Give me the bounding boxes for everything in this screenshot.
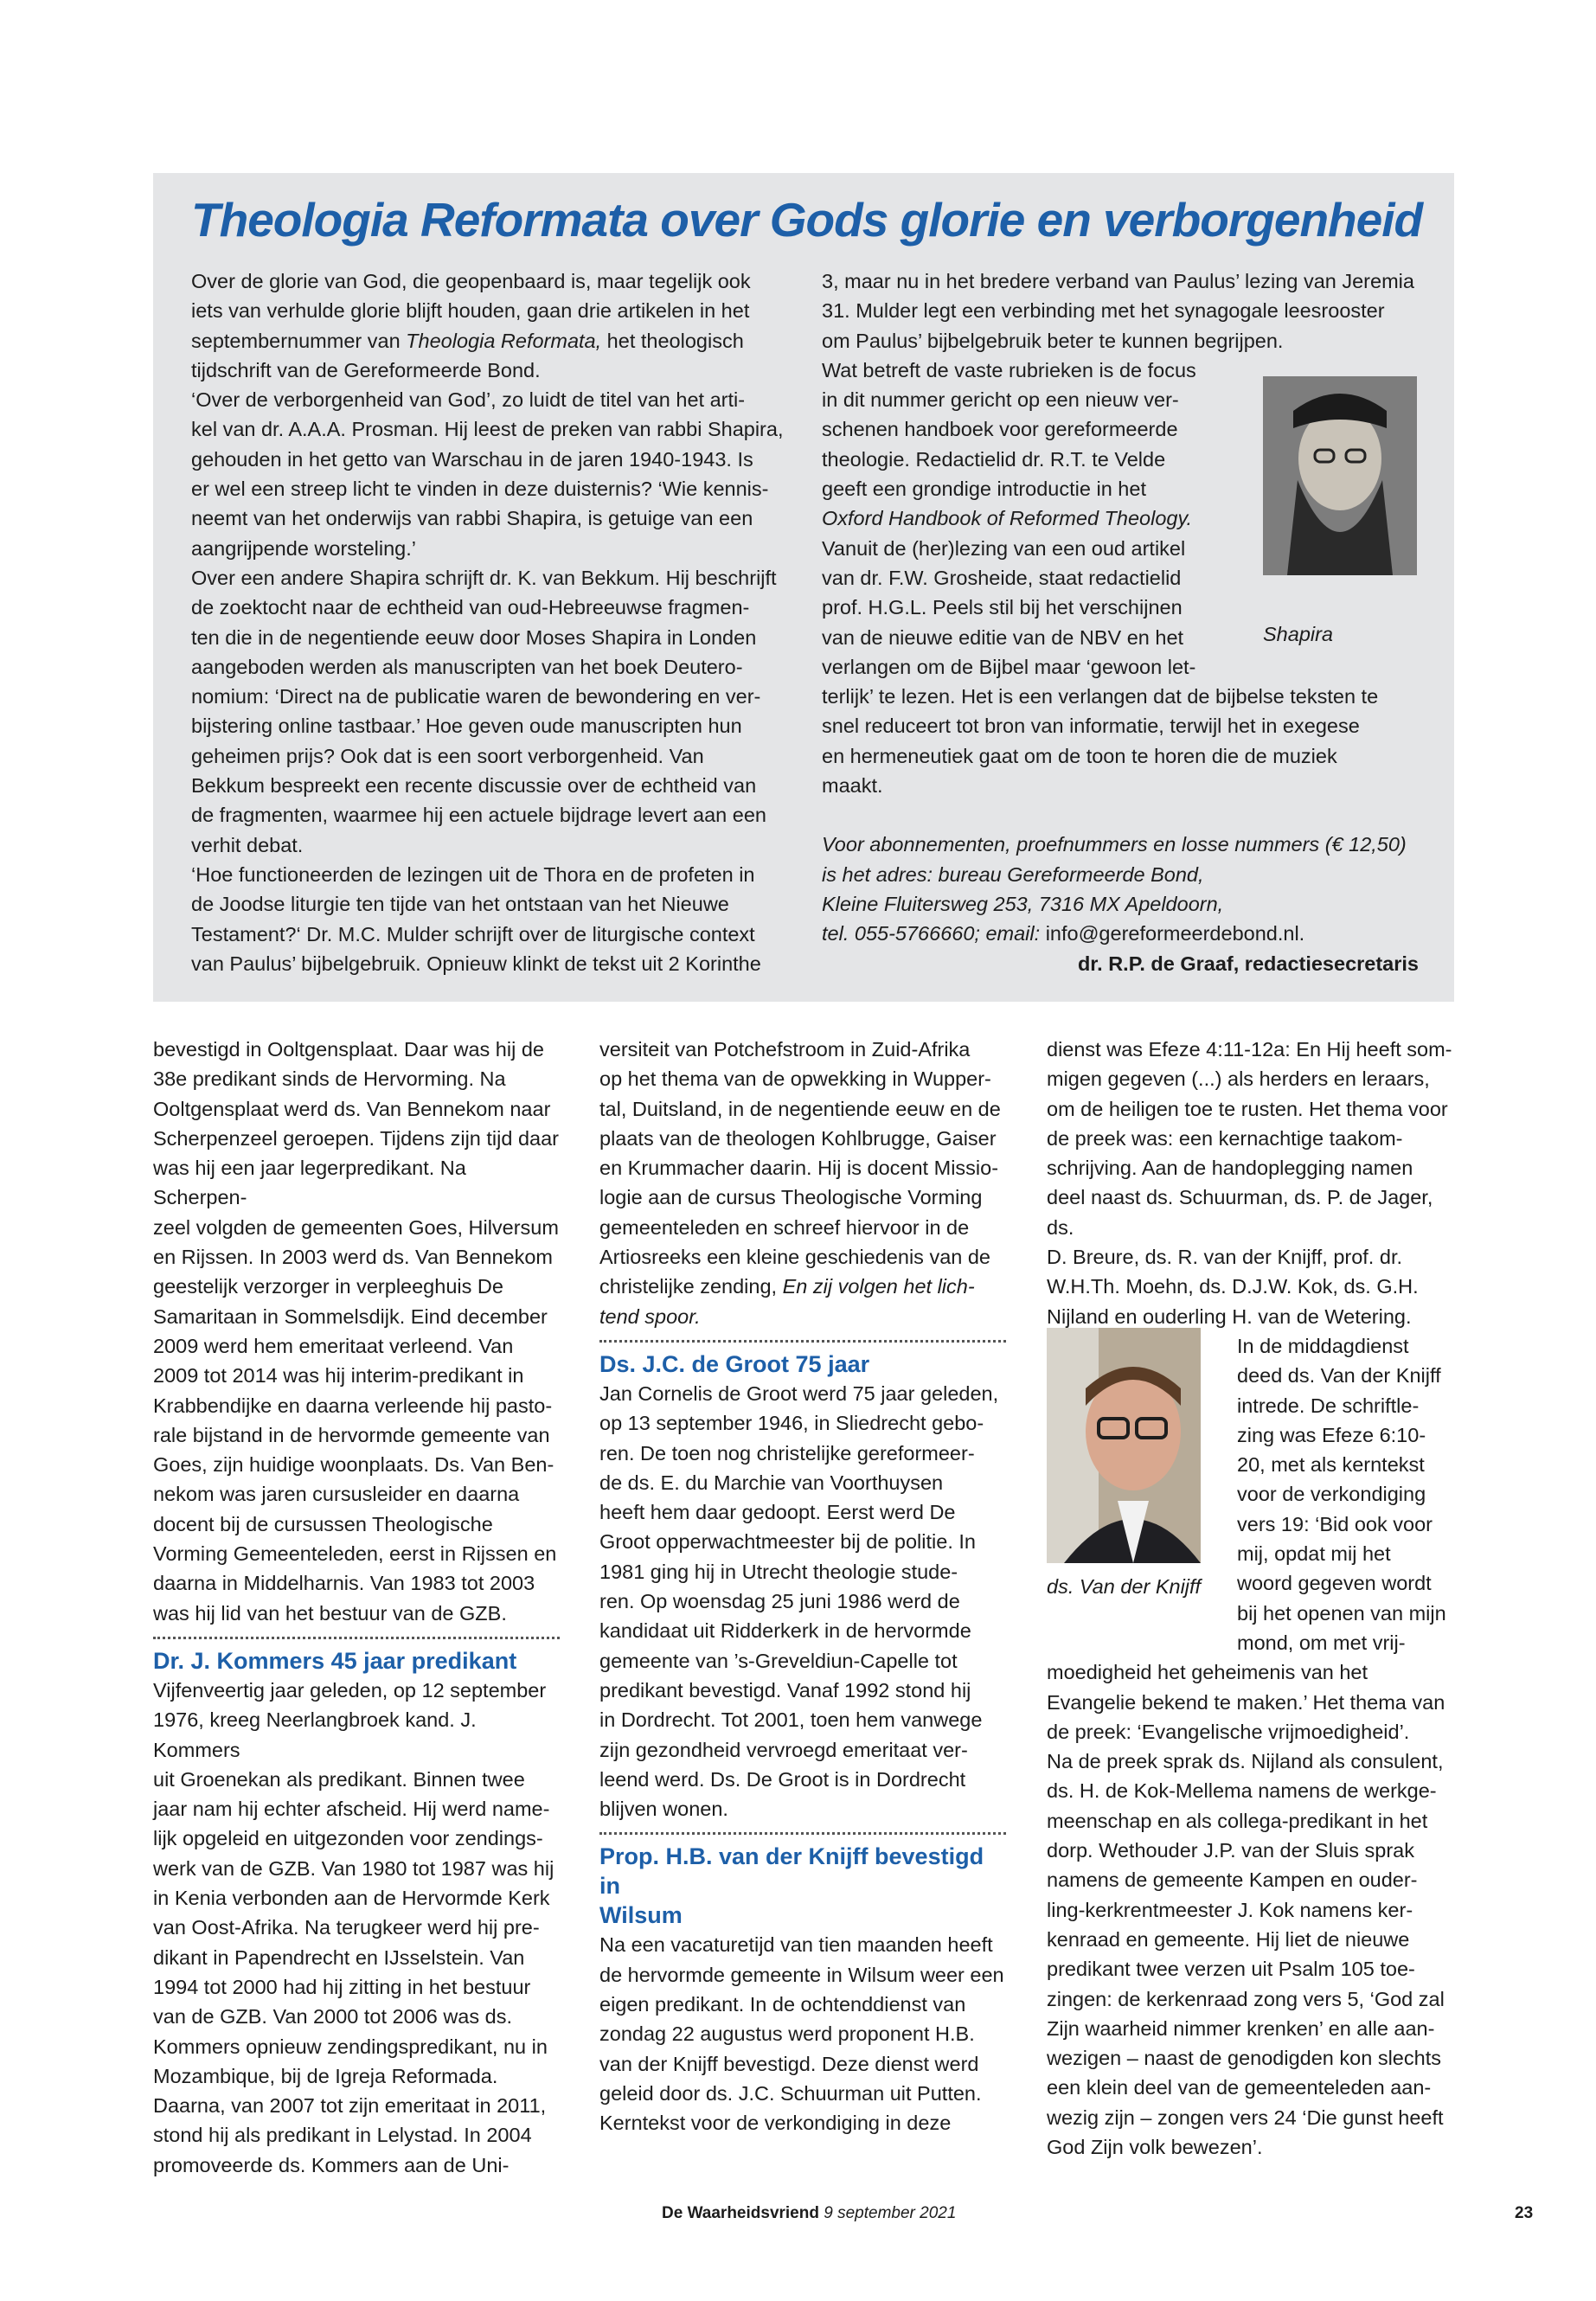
text-line: in Kenia verbonden aan de Hervormde Kerk [153, 1887, 550, 1910]
text-line: 3, maar nu in het bredere verband van Paulus’ lezing van Jeremia [822, 270, 1414, 292]
text-line: 2009 tot 2014 was hij interim-predikant in [153, 1364, 524, 1388]
text-line: ling-kerkrentmeester J. Kok namens ker- [1047, 1898, 1413, 1921]
page-number: 23 [1515, 2204, 1534, 2222]
text-line: verlangen om de Bijbel maar ‘gewoon let- [822, 655, 1196, 678]
text-line: om de heiligen toe te rusten. Het thema voor [1047, 1097, 1448, 1120]
subscription-line: is het adres: bureau Gereformeerde Bond, [822, 862, 1204, 886]
text-line: de ds. E. du Marchie van Voorthuysen [599, 1471, 944, 1494]
text-line: jaar nam hij echter afscheid. Hij werd name- [153, 1798, 550, 1821]
text-line: theologie. Redactielid dr. R.T. te Velde [822, 447, 1166, 471]
text-line: de preek: ‘Evangelische vrijmoedigheid’. [1047, 1720, 1410, 1743]
text-line: ‘Hoe functioneerden de lezingen uit de Thora en de profeten in [191, 862, 755, 886]
text-line: stond hij als predikant in Lelystad. In 2004 [153, 2124, 532, 2147]
text-line: Vijfenveertig jaar geleden, op 12 september [153, 1678, 547, 1702]
dotted-divider [599, 1832, 1006, 1835]
text-line: maakt. [822, 774, 883, 798]
text-line: blijven wonen. [599, 1798, 728, 1821]
text-line: de preek was: een kernachtige taakom- [1047, 1126, 1403, 1150]
text-line: migen gegeven (...) als herders en leraars, [1047, 1067, 1430, 1091]
text-line: tend spoor. [599, 1304, 701, 1328]
text-line: en hermeneutiek gaat om de toon te horen die de muziek [822, 744, 1337, 767]
text-line: Samaritaan in Sommelsdijk. Eind december [153, 1304, 548, 1328]
text-line: Vorming Gemeenteleden, eerst in Rijssen en [153, 1542, 557, 1566]
text-line: uit Groenekan als predikant. Binnen twee [153, 1767, 525, 1791]
text-line: deed ds. Van der Knijff [1237, 1364, 1441, 1388]
text-line: Nijland en ouderling H. van de Wetering. [1047, 1304, 1412, 1328]
text-line: om Paulus’ bijbelgebruik beter te kunnen begrijpen. [822, 329, 1284, 352]
text-line: kenraad en gemeente. Hij liet de nieuwe [1047, 1927, 1410, 1951]
text-line: werk van de GZB. Van 1980 tot 1987 was hij [153, 1856, 554, 1880]
text-line: wezig zijn – zongen vers 24 ‘Die gunst heeft [1047, 2106, 1444, 2129]
text-line: zondag 22 augustus werd proponent H.B. [599, 2022, 975, 2046]
text-line: en Krummacher daarin. Hij is docent Missio- [599, 1157, 999, 1180]
section-heading: Prop. H.B. van der Knijff bevestigd in Wilsum [599, 1843, 984, 1929]
text-line: kel van dr. A.A.A. Prosman. Hij leest de preken van rabbi Shapira, [191, 418, 784, 441]
section-heading: Ds. J.C. de Groot 75 jaar [599, 1350, 870, 1377]
text-line: ds. H. de Kok-Mellema namens de werkge- [1047, 1779, 1437, 1803]
text-line: Jan Cornelis de Groot werd 75 jaar geleden, [599, 1381, 999, 1405]
column-2 [599, 1035, 1006, 2138]
text-line: aangeboden werden als manuscripten van het boek Deutero- [191, 655, 743, 678]
text-line: zijn gezondheid vervroegd emeritaat ver- [599, 1738, 968, 1761]
text-line: Testament?‘ Dr. M.C. Mulder schrijft over de liturgische context [191, 922, 755, 945]
text-line: vers 19: ‘Bid ook voor [1237, 1512, 1433, 1535]
text-line: in dit nummer gericht op een nieuw ver- [822, 388, 1179, 412]
text-line: Over de glorie van God, die geopenbaard is, maar tegelijk ook [191, 270, 751, 292]
text-line: mond, om met vrij- [1237, 1631, 1406, 1654]
text-line: dikant in Papendrecht en IJsselstein. Van [153, 1945, 525, 1969]
text-line: in Dordrecht. Tot 2001, toen hem vanwege [599, 1708, 983, 1732]
text-line: Artiosreeks een kleine geschiedenis van de [599, 1246, 990, 1269]
text-line: de fragmenten, waarmee hij een actuele bijdrage levert aan een [191, 804, 766, 827]
text-line: gehouden in het getto van Warschau in de jaren 1940-1943. Is [191, 447, 753, 471]
text-line: op 13 september 1946, in Sliedrecht gebo- [599, 1412, 984, 1435]
text-line: Scherpenzeel geroepen. Tijdens zijn tijd daar [153, 1126, 559, 1150]
text-line: was hij een jaar legerpredikant. Na Scherpen- [153, 1157, 466, 1209]
text-line: 2009 werd hem emeritaat verleend. Van [153, 1334, 514, 1357]
text-line: dienst was Efeze 4:11-12a: En Hij heeft som- [1047, 1038, 1452, 1061]
text-line: logie aan de cursus Theologische Vorming [599, 1186, 983, 1209]
photo-caption: Shapira [1263, 623, 1333, 645]
text-line: geestelijk verzorger in verpleeghuis De [153, 1275, 503, 1298]
subscription-line: Voor abonnementen, proefnummers en losse nummers (€ 12,50) [822, 833, 1407, 856]
van-der-knijff-photo [1047, 1328, 1201, 1563]
section-heading: Dr. J. Kommers 45 jaar predikant [153, 1647, 517, 1674]
text-line: mij, opdat mij het [1237, 1542, 1391, 1566]
text-line: 31. Mulder legt een verbinding met het synagogale leesrooster [822, 299, 1385, 323]
text-line: Vanuit de (her)lezing van een oud artikel [822, 536, 1186, 560]
text-line: tijdschrift van de Gereformeerde Bond. [191, 358, 541, 381]
text-line: Kommers opnieuw zendingspredikant, nu in [153, 2035, 548, 2058]
text-line: bijstering online tastbaar.’ Hoe geven oude manuscripten hun [191, 715, 742, 738]
text-line: namens de gemeente Kampen en ouder- [1047, 1868, 1418, 1892]
text-line: ten die in de negentiende eeuw door Moses Shapira in Londen [191, 625, 757, 649]
text-line: In de middagdienst [1237, 1334, 1409, 1357]
text-line: predikant twee verzen uit Psalm 105 toe- [1047, 1958, 1415, 1981]
text-line: nomium: ‘Direct na de publicatie waren de bewondering en ver- [191, 685, 761, 708]
text-line: rale bijstand in de hervormde gemeente van [153, 1423, 550, 1446]
text-line: van Oost-Afrika. Na terugkeer werd hij pre- [153, 1916, 540, 1939]
text-line: Evangelie bekend te maken.’ Het thema van [1047, 1690, 1445, 1714]
text-line: op het thema van de opwekking in Wupper- [599, 1067, 991, 1091]
text-line: Daarna, van 2007 tot zijn emeritaat in 2011, [153, 2094, 547, 2118]
text-line: was hij lid van het bestuur van de GZB. [153, 1601, 507, 1625]
text-line: iets van verhulde glorie blijft houden, gaan drie artikelen in het [191, 299, 750, 323]
text-line: 1976, kreeg Neerlangbroek kand. J. Kommers [153, 1708, 477, 1761]
text-line: Bekkum bespreekt een recente discussie over de echtheid van [191, 774, 757, 798]
text-line: gemeente van ’s-Greveldiun-Capelle tot [599, 1649, 958, 1672]
text-line: van Paulus’ bijbelgebruik. Opnieuw klinkt de tekst uit 2 Korinthe [191, 952, 761, 975]
text-line: docent bij de cursussen Theologische [153, 1512, 493, 1535]
text-line: Kerntekst voor de verkondiging in deze [599, 2112, 952, 2135]
text-line: 20, met als kerntekst [1237, 1453, 1425, 1477]
text-line: zeel volgden de gemeenten Goes, Hilversum [153, 1215, 559, 1239]
text-line: Zijn waarheid nimmer krenken’ en alle aan- [1047, 2016, 1435, 2040]
text-line: Mozambique, bij de Igreja Reformada. [153, 2064, 498, 2087]
column-1 [153, 1035, 560, 2180]
text-line: en Rijssen. In 2003 werd ds. Van Bennekom [153, 1246, 554, 1269]
shapira-photo [1263, 376, 1417, 575]
footer-publication: De Waarheidsvriend 9 september 2021 [662, 2204, 957, 2222]
text-line: septembernummer van Theologia Reformata, het theologisch [191, 329, 744, 352]
text-line: bij het openen van mijn [1237, 1601, 1446, 1625]
text-line: geleid door ds. J.C. Schuurman uit Putten. [599, 2081, 982, 2105]
text-line: Krabbendijke en daarna verleende hij pasto- [153, 1394, 553, 1417]
text-line: Groot opperwachtmeester bij de politie. In [599, 1530, 976, 1554]
text-line: daarna in Middelharnis. Van 1983 tot 2003 [153, 1572, 535, 1595]
text-line: predikant bevestigd. Vanaf 1992 stond hij [599, 1678, 971, 1702]
text-line: Goes, zijn huidige woonplaats. Ds. Van Ben- [153, 1453, 554, 1477]
text-line: Oxford Handbook of Reformed Theology. [822, 507, 1193, 530]
text-line: schenen handboek voor gereformeerde [822, 418, 1178, 441]
text-line: D. Breure, ds. R. van der Knijff, prof. dr. [1047, 1246, 1402, 1269]
text-line: meenschap en als collega-predikant in het [1047, 1809, 1428, 1832]
text-line: leend werd. Ds. De Groot is in Dordrecht [599, 1767, 966, 1791]
text-line: een klein deel van de gemeenteleden aan- [1047, 2076, 1432, 2099]
text-line: er wel een streep licht te vinden in deze duisternis? ‘Wie kennis- [191, 478, 769, 501]
text-line: geeft een grondige introductie in het [822, 478, 1146, 501]
text-line: Na een vacaturetijd van tien maanden heeft [599, 1933, 993, 1957]
box-left-column [191, 266, 788, 978]
text-line: prof. H.G.L. Peels stil bij het verschijnen [822, 596, 1183, 619]
text-line: aangrijpende worsteling.’ [191, 536, 416, 560]
text-line: 1994 tot 2000 had hij zitting in het bestuur [153, 1975, 531, 1998]
text-line: deel naast ds. Schuurman, ds. P. de Jager, ds. [1047, 1186, 1433, 1239]
text-line: heeft hem daar gedoopt. Eerst werd De [599, 1501, 956, 1524]
text-line: van de nieuwe editie van de NBV en het [822, 625, 1184, 649]
text-line: intrede. De schriftle- [1237, 1394, 1420, 1417]
text-line: ren. Op woensdag 25 juni 1986 werd de [599, 1590, 960, 1613]
text-line: Ooltgensplaat werd ds. Van Bennekom naar [153, 1097, 551, 1120]
text-line: zingen: de kerkenraad zong vers 5, ‘God zal [1047, 1987, 1445, 2010]
text-line: verhit debat. [191, 833, 304, 856]
text-line: van de GZB. Van 2000 tot 2006 was ds. [153, 2005, 512, 2029]
text-line: God Zijn volk bewezen’. [1047, 2135, 1263, 2158]
text-line: versiteit van Potchefstroom in Zuid-Afrika [599, 1038, 971, 1061]
text-line: schrijving. Aan de handoplegging namen [1047, 1157, 1413, 1180]
text-line: wezigen – naast de genodigden kon slechts [1047, 2047, 1441, 2070]
text-line: W.H.Th. Moehn, ds. D.J.W. Kok, ds. G.H. [1047, 1275, 1419, 1298]
text-line: Na de preek sprak ds. Nijland als consulent, [1047, 1750, 1444, 1773]
text-line: terlijk’ te lezen. Het is een verlangen dat de bijbelse teksten te [822, 685, 1379, 708]
box-title: Theologia Reformata over Gods glorie en verborgenheid [191, 193, 1423, 247]
contact-line: tel. 055-5766660; email: info@gereformeerdebond.nl. [822, 922, 1305, 945]
text-line: kandidaat uit Ridderkerk in de hervormde [599, 1619, 971, 1643]
text-line: dorp. Wethouder J.P. van der Sluis sprak [1047, 1839, 1414, 1862]
text-line: eigen predikant. In de ochtenddienst van [599, 1993, 966, 2016]
text-line: bevestigd in Ooltgensplaat. Daar was hij de [153, 1038, 544, 1061]
text-line: nekom was jaren cursusleider en daarna [153, 1483, 520, 1506]
text-line: geheimen prijs? Ook dat is een soort verborgenheid. Van [191, 744, 704, 767]
text-line: lijk opgeleid en uitgezonden voor zendings- [153, 1827, 543, 1850]
subscription-line: Kleine Fluitersweg 253, 7316 MX Apeldoorn, [822, 892, 1224, 915]
text-line: van dr. F.W. Grosheide, staat redactielid [822, 566, 1182, 589]
text-line: moedigheid het geheimenis van het [1047, 1661, 1368, 1684]
text-line: gemeenteleden en schreef hiervoor in de [599, 1215, 970, 1239]
text-line: plaats van de theologen Kohlbrugge, Gaiser [599, 1126, 997, 1150]
dotted-divider [153, 1637, 560, 1639]
text-line: woord gegeven wordt [1237, 1572, 1432, 1595]
text-line: promoveerde ds. Kommers aan de Uni- [153, 2153, 510, 2176]
photo-caption: ds. Van der Knijff [1047, 1575, 1202, 1598]
signature: dr. R.P. de Graaf, redactiesecretaris [1077, 952, 1419, 975]
text-line: van der Knijff bevestigd. Deze dienst werd [599, 2052, 979, 2075]
text-line: zing was Efeze 6:10- [1237, 1423, 1426, 1446]
text-line: de zoektocht naar de echtheid van oud-Hebreeuwse fragmen- [191, 596, 750, 619]
dotted-divider [599, 1340, 1006, 1343]
email-link[interactable]: info@gereformeerdebond.nl. [1045, 922, 1305, 945]
text-line: tal, Duitsland, in de negentiende eeuw en de [599, 1097, 1001, 1120]
text-line: 1981 ging hij in Utrecht theologie stude- [599, 1560, 958, 1583]
text-line: 38e predikant sinds de Hervorming. Na [153, 1067, 506, 1091]
text-line: voor de verkondiging [1237, 1483, 1426, 1506]
text-line: Over een andere Shapira schrijft dr. K. van Bekkum. Hij beschrijft [191, 566, 777, 589]
text-line: snel reduceert tot bron van informatie, terwijl het in exegese [822, 715, 1360, 738]
text-line: de Joodse liturgie ten tijde van het ontstaan van het Nieuwe [191, 893, 729, 916]
text-line: ‘Over de verborgenheid van God’, zo luidt de titel van het arti- [191, 388, 746, 412]
text-line: christelijke zending, En zij volgen het lich- [599, 1275, 975, 1298]
text-line: Wat betreft de vaste rubrieken is de focus [822, 358, 1196, 381]
text-line: de hervormde gemeente in Wilsum weer een [599, 1963, 1004, 1986]
article-box [153, 173, 1454, 1002]
text-line: neemt van het onderwijs van rabbi Shapira, is getuige van een [191, 507, 753, 530]
text-line: ren. De toen nog christelijke gereformeer- [599, 1441, 975, 1465]
